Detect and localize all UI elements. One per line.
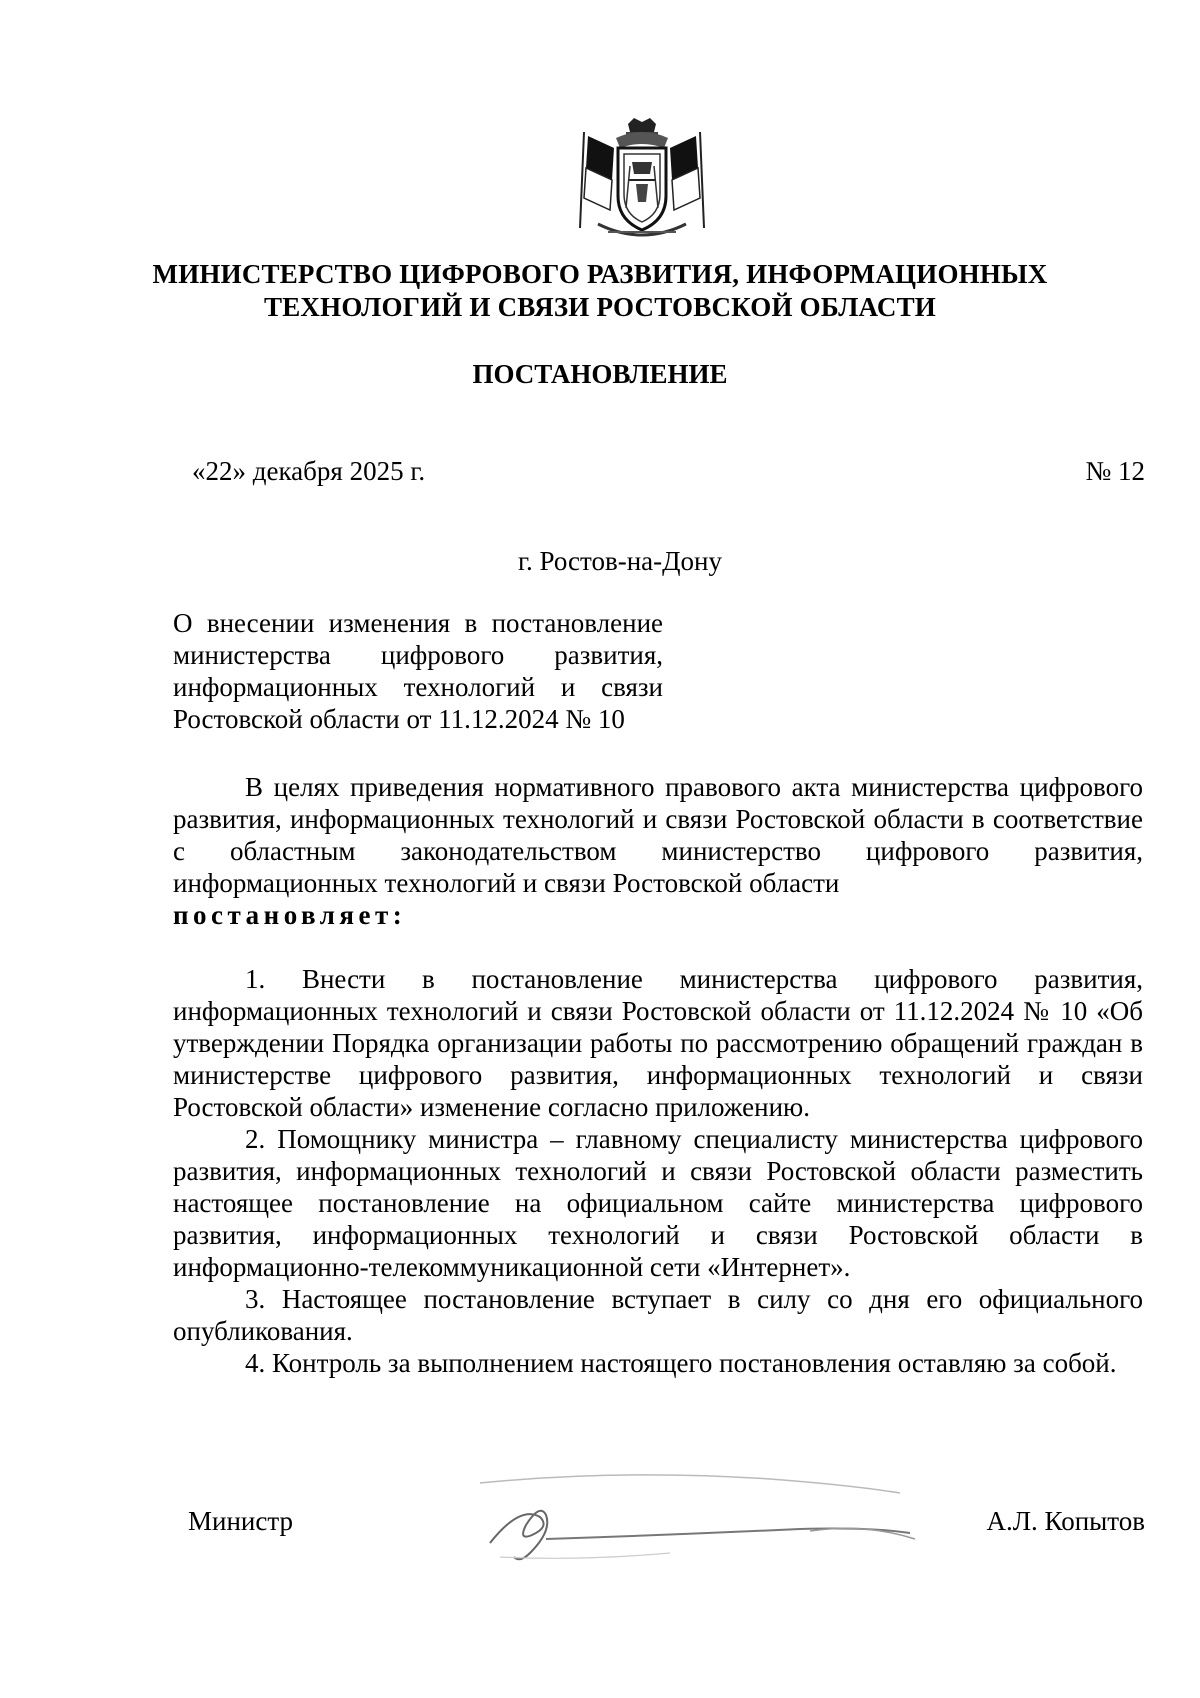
document-date: «22» декабря 2025 г. — [192, 456, 426, 486]
document-type: ПОСТАНОВЛЕНИЕ — [472, 359, 728, 389]
coat-of-arms-icon — [568, 118, 716, 246]
signatory-name: А.Л. Копытов — [986, 1506, 1145, 1536]
document-subject: О внесении изменения в постановление министерства цифрового развития, информационных технологий и связи Ростовской области от 11.12.2024 № 10 — [173, 608, 663, 734]
handwritten-signature — [470, 1465, 950, 1575]
ministry-name-line1: МИНИСТЕРСТВО ЦИФРОВОГО РАЗВИТИЯ, ИНФОРМАЦИОННЫХ — [152, 259, 1048, 289]
ministry-name — [120, 258, 1080, 324]
document-number: № 12 — [1085, 456, 1145, 486]
document-city: г. Ростов-на-Дону — [517, 546, 722, 576]
document-body — [173, 771, 1143, 1379]
decree-word: постановляет: — [173, 900, 407, 930]
signature-block — [0, 1465, 1200, 1585]
item-paragraph-2: 2. Помощнику министра – главному специалисту министерства цифрового развития, информационных технологий и связи Ростовской области разместить настоящее постановление на официальном сайте министерства цифрового развития, информационных технологий и связи Ростовской области в информационно-телекоммуникационной сети «Интернет». — [173, 1124, 1143, 1282]
item-paragraph-3: 3. Настоящее постановление вступает в силу со дня его официального опубликования. — [173, 1284, 1143, 1346]
ministry-name-line2: ТЕХНОЛОГИЙ И СВЯЗИ РОСТОВСКОЙ ОБЛАСТИ — [264, 292, 936, 322]
item-paragraph-1: 1. Внести в постановление министерства цифрового развития, информационных технологий и связи Ростовской области от 11.12.2024 № 10 «Об утверждении Порядка организации работы по рассмотрению обращений граждан в министерстве цифрового развития, информационных технологий и связи Ростовской области» изменение согласно приложению. — [173, 964, 1143, 1122]
item-paragraph-4: 4. Контроль за выполнением настоящего постановления оставляю за собой. — [245, 1348, 1117, 1378]
signatory-title: Министр — [188, 1506, 293, 1536]
preamble-paragraph: В целях приведения нормативного правового акта министерства цифрового развития, информационных технологий и связи Ростовской области в соответствие с областным законодательством министерство цифрового развития, информационных технологий и связи Ростовской области — [173, 772, 1143, 898]
